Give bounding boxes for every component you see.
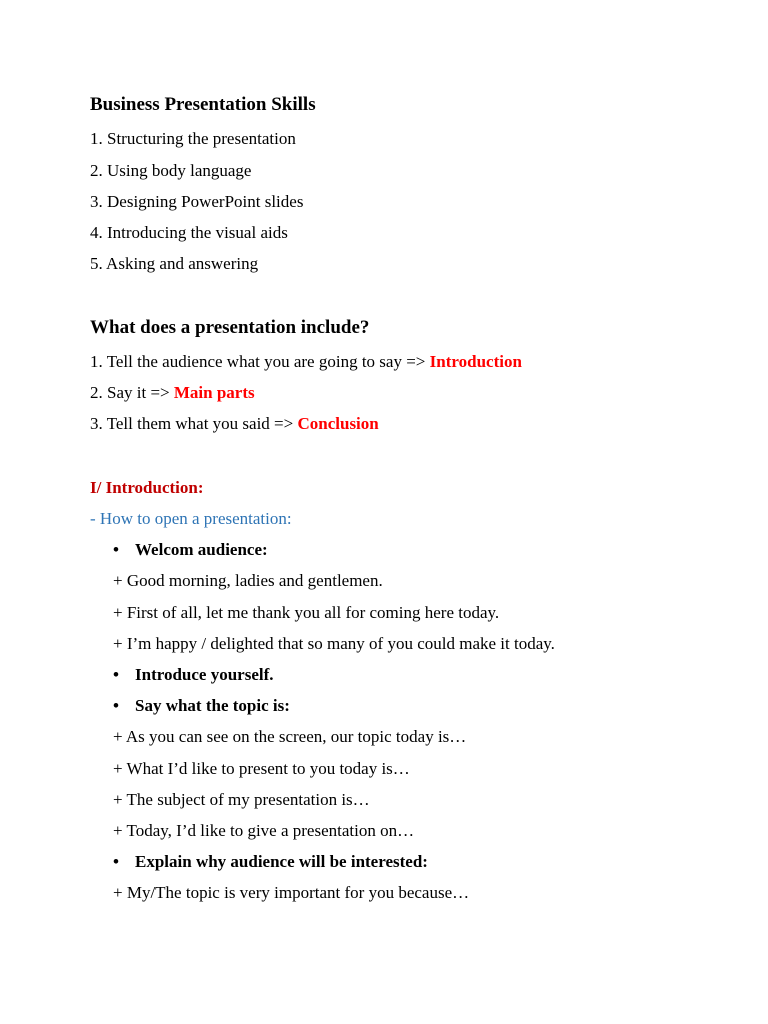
bullet-label: Explain why audience will be interested: xyxy=(135,852,428,871)
list-item: 1. Structuring the presentation xyxy=(90,129,296,148)
list-item: 2. Using body language xyxy=(90,161,252,180)
section-title-include: What does a presentation include? xyxy=(90,317,370,338)
subtitle-open-presentation: - How to open a presentation: xyxy=(90,509,292,528)
section-title-skills: Business Presentation Skills xyxy=(90,94,316,115)
phrase-line: + I’m happy / delighted that so many of you could make it today. xyxy=(113,634,555,653)
bullet-icon: • xyxy=(113,665,119,684)
highlight-conclusion: Conclusion xyxy=(297,414,379,433)
bullet-label: Introduce yourself. xyxy=(135,665,274,684)
list-item xyxy=(90,383,255,403)
phrase-line: + Today, I’d like to give a presentation on… xyxy=(113,821,415,840)
bullet-icon: • xyxy=(113,540,119,559)
list-item-text: 1. Tell the audience what you are going to say => xyxy=(90,352,430,371)
phrase-line: + My/The topic is very important for you because… xyxy=(113,883,470,902)
bullet-label: Welcom audience: xyxy=(135,540,268,559)
phrase-line: + The subject of my presentation is… xyxy=(113,790,370,809)
list-item: 4. Introducing the visual aids xyxy=(90,223,288,242)
phrase-line: + What I’d like to present to you today is… xyxy=(113,759,410,778)
list-item xyxy=(90,414,379,434)
bullet-icon: • xyxy=(113,852,119,871)
list-item-text: 2. Say it => xyxy=(90,383,174,402)
bullet-label: Say what the topic is: xyxy=(135,696,290,715)
bullet-item xyxy=(113,852,428,872)
section-title-introduction: I/ Introduction: xyxy=(90,478,204,497)
bullet-item xyxy=(113,540,268,560)
bullet-item xyxy=(113,665,274,685)
phrase-line: + First of all, let me thank you all for coming here today. xyxy=(113,603,500,622)
bullet-icon: • xyxy=(113,696,119,715)
highlight-introduction: Introduction xyxy=(429,352,522,371)
bullet-item xyxy=(113,696,290,716)
list-item xyxy=(90,352,522,372)
list-item: 5. Asking and answering xyxy=(90,254,259,273)
list-item: 3. Designing PowerPoint slides xyxy=(90,192,304,211)
list-item-text: 3. Tell them what you said => xyxy=(90,414,298,433)
phrase-line: + Good morning, ladies and gentlemen. xyxy=(113,571,383,590)
highlight-main-parts: Main parts xyxy=(173,383,255,402)
phrase-line: + As you can see on the screen, our topic today is… xyxy=(113,727,467,746)
